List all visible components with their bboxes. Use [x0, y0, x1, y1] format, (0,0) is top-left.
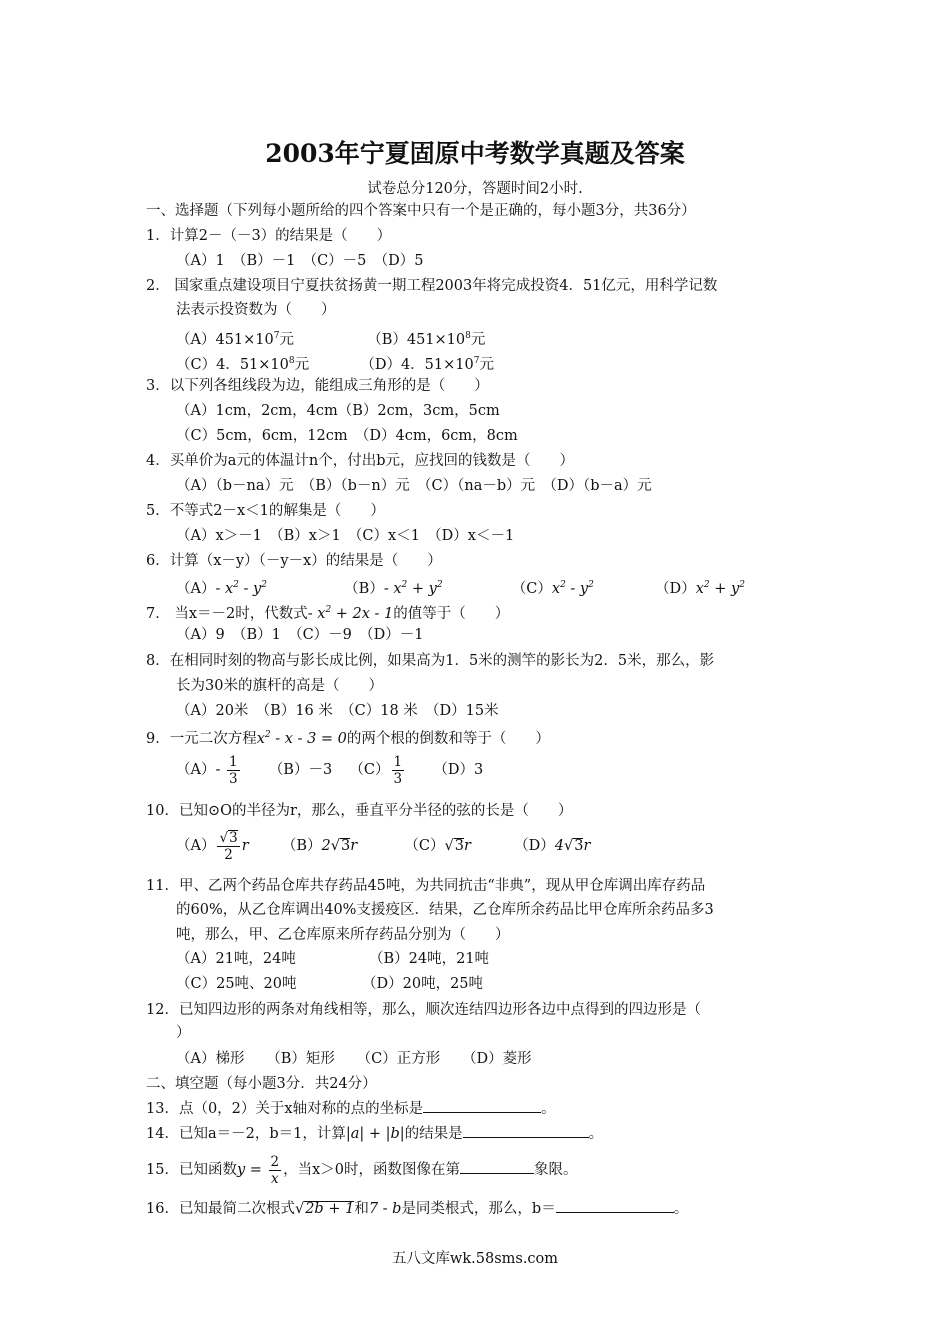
question-12-cont: ） [176, 1025, 191, 1041]
question-2-options-row1 [176, 326, 485, 350]
question-11-option-b: （B）24吨，21吨 [369, 951, 490, 967]
answer-blank[interactable] [556, 1198, 674, 1213]
option-b-expr: 2√3r [321, 838, 358, 854]
question-4: 4．买单价为a元的体温计n个，付出b元，应找回的钱数是（ ） [146, 453, 574, 469]
question-1: 1．计算2－（－3）的结果是（ ） [146, 228, 392, 244]
option-c: （C）4．$51\times 10^8$元 [176, 356, 310, 373]
question-11-option-a: （A）21吨，24吨 [176, 951, 296, 967]
question-11-cont2: 吨，那么，甲、乙仓库原来所存药品分别为（ ） [176, 927, 510, 943]
option-a-expr: $\frac{√3}{2}$ [219, 829, 238, 863]
question-9: 9．一元二次方程$x^2 - x - 3 = 0$的两个根的倒数和等于（ ） [146, 730, 550, 747]
question-8-cont: 长为30米的旗杆的高是（ ） [176, 678, 383, 694]
fraction-2-over-x: $\frac{2}{x}$ [270, 1153, 280, 1187]
question-2: 2． 国家重点建设项目宁夏扶贫扬黄一期工程2003年将完成投资4．51亿元，用科学记数 [146, 278, 718, 294]
question-6-options: （A）- $x^2 - y^2$ （B）- $x^2 + y^2$ $(C)x^2 - y^2$ $(D)x^2 + y^2$ [176, 580, 745, 597]
question-10-options: （A） $\frac{√3}{2}$ r （B）2√3r （C）√3r （D）4√3r [176, 829, 591, 863]
question-13: 13．点（0，2）关于x轴对称的点的坐标是 。 [146, 1098, 556, 1119]
option-b-expr: - $x^2 + y^2$ [383, 580, 443, 597]
question-3-options-row1: （A）1cm，2cm，4cm（B）2cm，3cm，5cm [176, 403, 500, 419]
question-10: 10．已知⊙O的半径为r，那么，垂直平分半径的弦的长是（ ） [146, 803, 573, 819]
question-4-options: （A）（b－na）元 （B）（b－n）元 （C）（na－b）元 （D）（b－a）元 [176, 478, 652, 494]
page-title: 2003年宁夏固原中考数学真题及答案 [265, 139, 685, 168]
section-2-heading: 二、填空题（每小题3分．共24分） [146, 1076, 377, 1092]
footer-watermark: 五八文库wk.58sms.com [391, 1251, 559, 1267]
exam-subtitle: 试卷总分120分，答题时间2小时. [367, 181, 583, 197]
question-15: 15．已知函数y = $\frac{2}{x}$ ，当x＞0时，函数图像在第 象限。 [146, 1153, 578, 1187]
question-1-options: （A）1 （B）－1 （C）－5 （D）5 [176, 253, 424, 269]
section-1-heading: 一、选择题（下列每小题所给的四个答案中只有一个是正确的，每小题3分，共36分） [146, 203, 696, 219]
question-5-options: （A）x＞－1 （B）x＞1 （C）x＜1 （D）x＜－1 [176, 528, 515, 544]
question-2-options-row2 [176, 351, 494, 375]
question-14: 14．已知a＝－2，b＝1，计算|a| + |b|的结果是 。 [146, 1123, 603, 1144]
radical-expr: √2b + 1 [294, 1201, 355, 1217]
question-5: 5．不等式2－x＜1的解集是（ ） [146, 503, 385, 519]
expression: |a| + |b| [345, 1126, 405, 1142]
question-12: 12．已知四边形的两条对角线相等，那么，顺次连结四边形各边中点得到的四边形是（ [146, 1002, 701, 1018]
question-11-option-c: （C）25吨、20吨 [176, 976, 297, 992]
expression: 7 - b [368, 1201, 402, 1217]
question-8-options: （A）20米 （B）16 米 （C）18 米 （D）15米 [176, 703, 499, 719]
expression: - $x^2 + 2x - 1$ [307, 605, 394, 622]
answer-blank[interactable] [460, 1159, 534, 1174]
option-c-expr: √3r [444, 838, 471, 854]
question-11: 11．甲、乙两个药品仓库共存药品45吨，为共同抗击“非典”，现从甲仓库调出库存药品 [146, 878, 706, 894]
question-3: 3．以下列各组线段为边，能组成三角形的是（ ） [146, 378, 489, 394]
question-9-options: （A）- $\frac{1}{3}$ （B）－3 （C） $\frac{1}{3}$ （D）3 [176, 753, 484, 787]
option-d-expr: $x^2 + y^2$ [695, 580, 745, 597]
question-11-option-d: （D）20吨，25吨 [362, 976, 484, 992]
option-c-expr: $x^2 - y^2$ [551, 580, 594, 597]
question-11-cont: 的60%，从乙仓库调出40%支援疫区．结果，乙仓库所余药品比甲仓库所余药品多3 [176, 902, 714, 918]
answer-blank[interactable] [423, 1098, 541, 1113]
option-d: （D）4．$51\times 10^7$元 [360, 356, 494, 373]
option-a: $(A)451\times 10^7$元 [176, 331, 294, 348]
option-d-expr: 4√3r [554, 838, 591, 854]
option-b: $(B)451\times 10^8$元 [367, 331, 486, 348]
question-12-options: （A）梯形 （B）矩形 （C）正方形 （D）菱形 [176, 1051, 532, 1067]
answer-blank[interactable] [463, 1123, 589, 1138]
question-3-options-row2: （C）5cm，6cm，12cm （D）4cm，6cm，8cm [176, 428, 518, 444]
question-8: 8．在相同时刻的物高与影长成比例，如果高为1．5米的测竿的影长为2．5米，那么，影 [146, 653, 715, 669]
fraction-one-third: $\frac{1}{3}$ [229, 753, 238, 787]
question-7: 7． 当x＝－2时，代数式- $x^2 + 2x - 1$的值等于（ ） [146, 605, 510, 622]
fraction-one-third: $\frac{1}{3}$ [393, 753, 403, 787]
question-7-options: （A）9 （B）1 （C）－9 （D）－1 [176, 627, 424, 643]
function-expr: y = [236, 1162, 267, 1178]
question-6: 6．计算（x－y）（－y－x）的结果是（ ） [146, 553, 442, 569]
question-16: 16．已知最简二次根式√2b + 1和7 - b是同类根式，那么，b＝ 。 [146, 1198, 688, 1219]
question-2-cont: 法表示投资数为（ ） [176, 302, 336, 318]
option-a-expr: - $x^2 - y^2$ [215, 580, 267, 597]
equation: $x^2 - x - 3 = 0$ [256, 730, 347, 747]
